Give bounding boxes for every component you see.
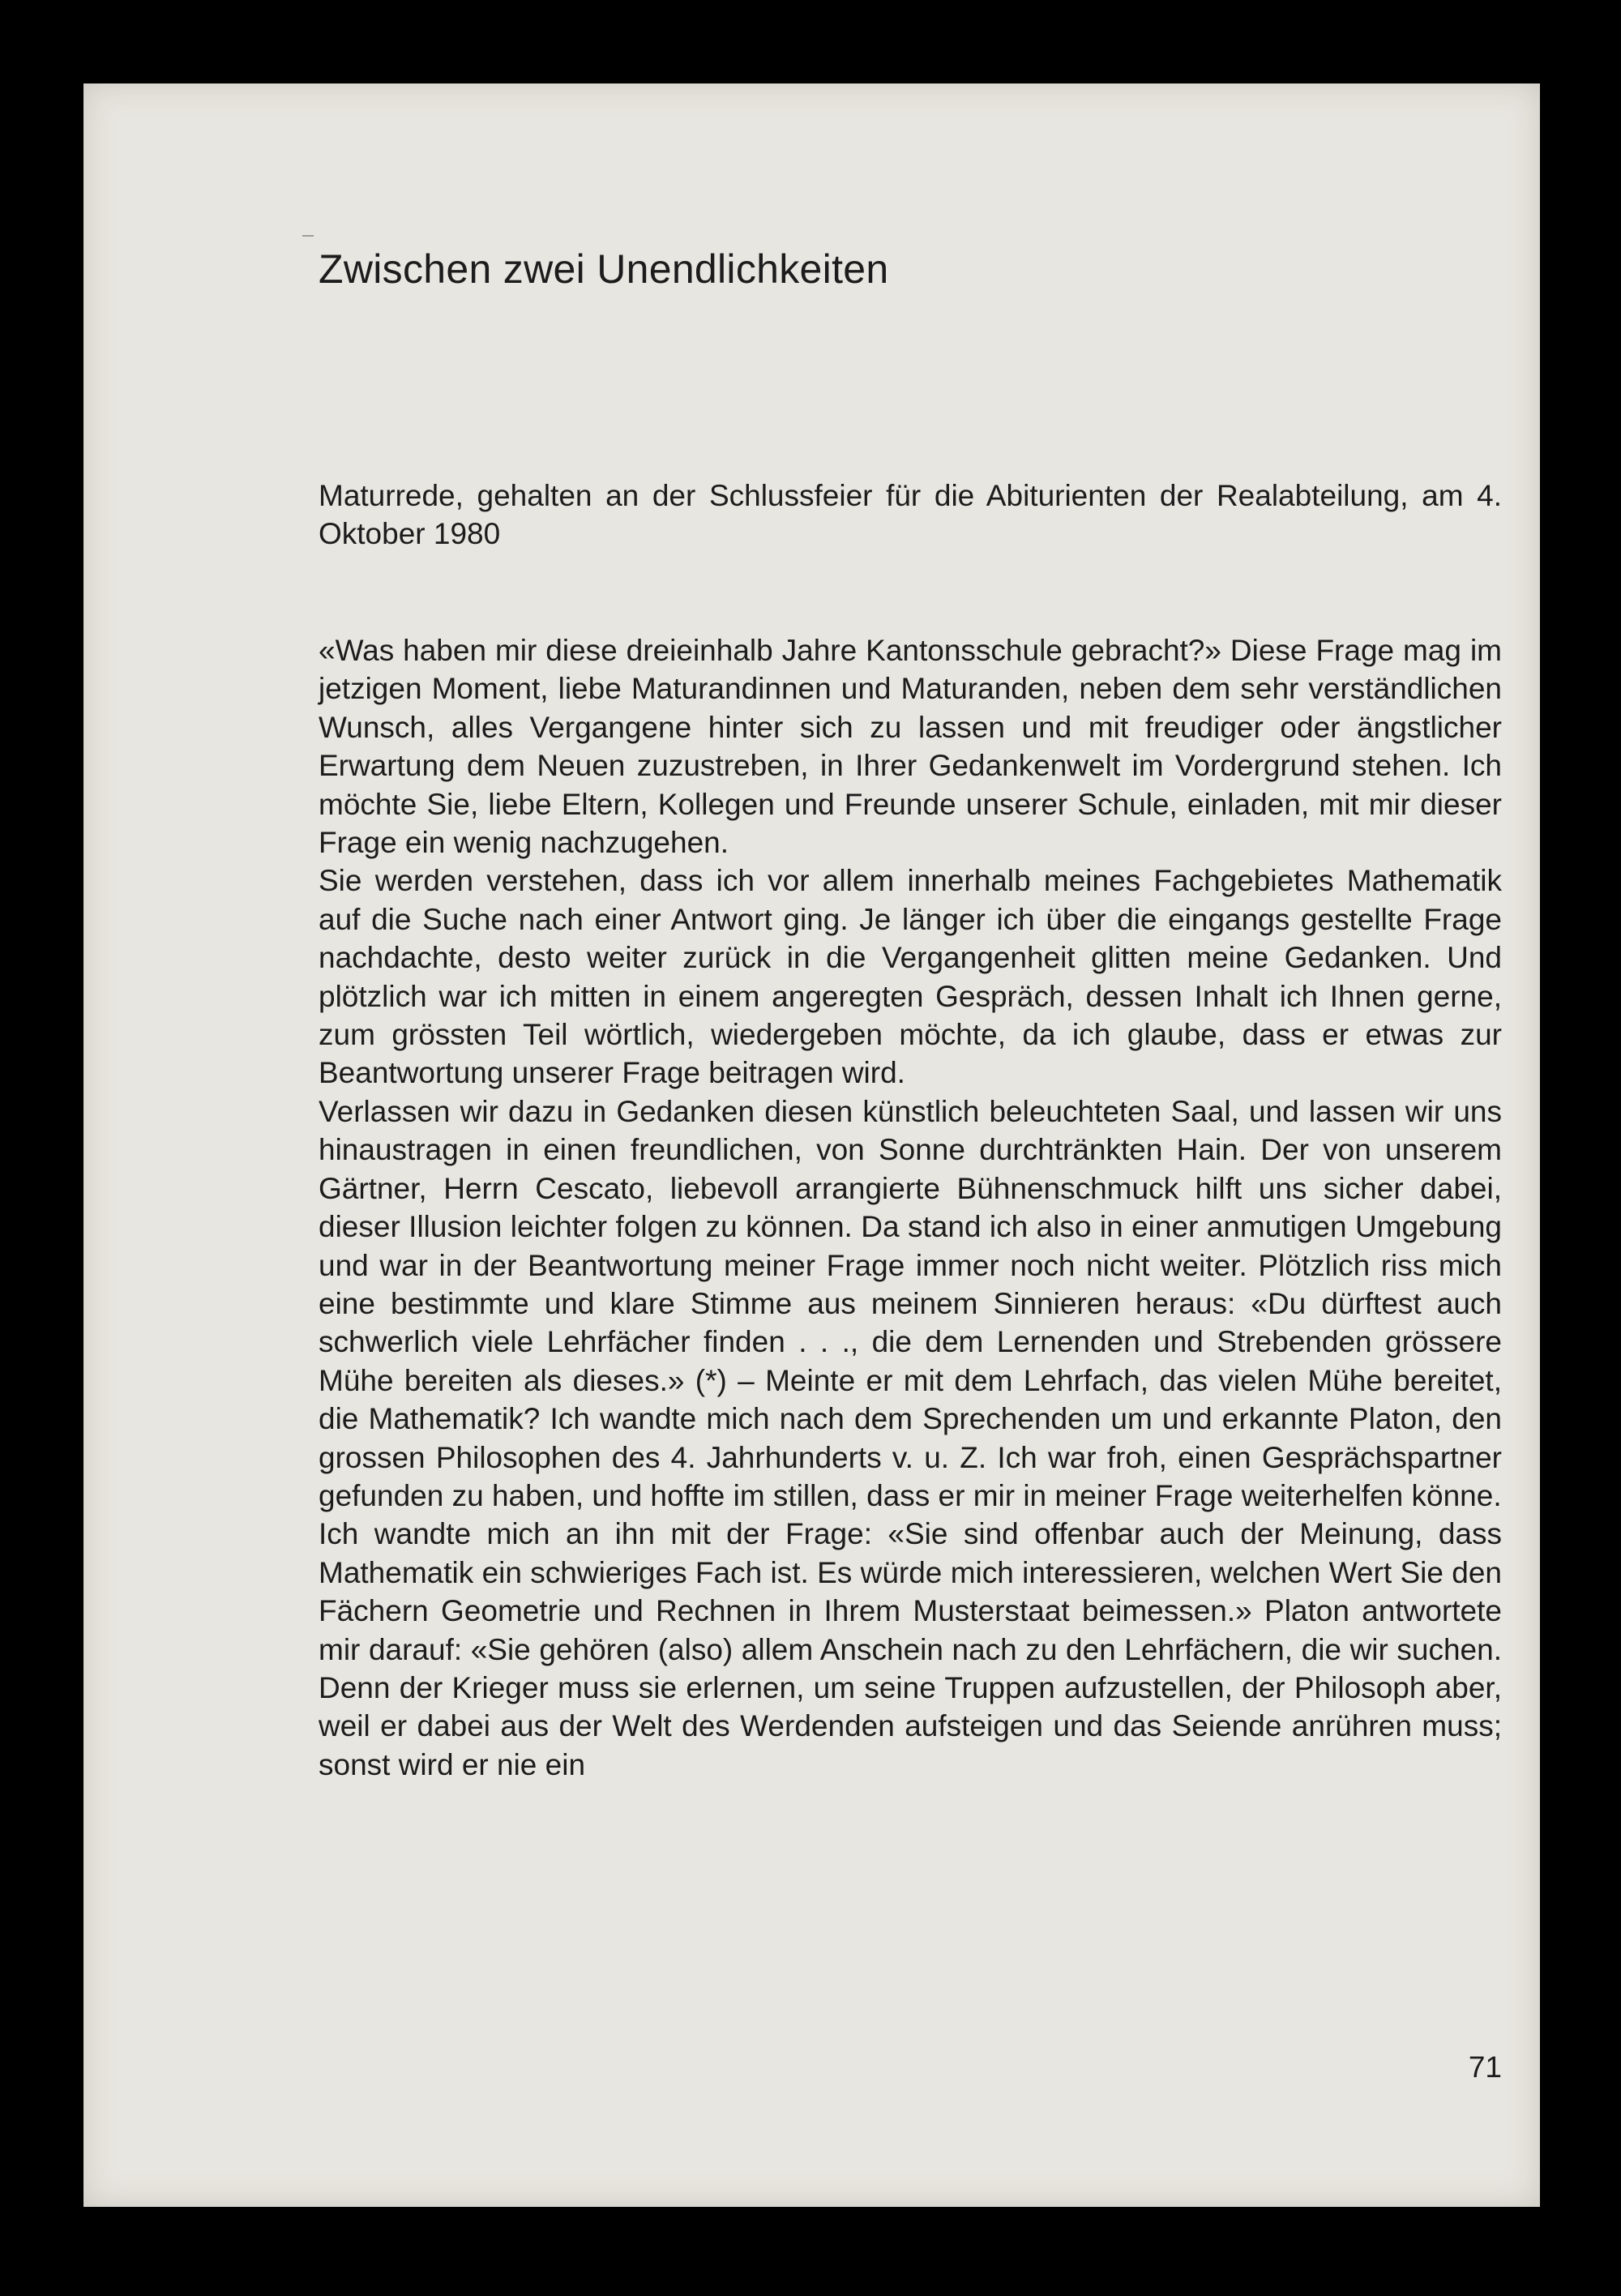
page-title: Zwischen zwei Unendlichkeiten bbox=[319, 246, 889, 292]
page-number: 71 bbox=[1468, 2050, 1502, 2084]
paragraph: Sie werden verstehen, dass ich vor allem innerhalb meines Fachgebietes Mathematik auf die Suche nach einer Antwort ging. Je länger ich über die eingangs gestellte Frage nachdachte, desto weiter zurück in die Vergangenheit glitten meine Gedanken. Und plötzlich war ich mitten in einem angeregten Gespräch, dessen Inhalt ich Ihnen gerne, zum grössten Teil wörtlich, wiedergeben möchte, da ich glaube, dass er etwas zur Beantwortung unserer Frage beitragen wird. bbox=[319, 864, 1502, 1090]
scan-mark bbox=[302, 235, 314, 237]
paragraph: Verlassen wir dazu in Gedanken diesen künstlich beleuchteten Saal, und lassen wir uns hinaustragen in einen freundlichen, von Sonne durchtränkten Hain. Der von unserem Gärtner, Herrn Cescato, liebevoll arrangierte Bühnenschmuck hilft uns sicher dabei, dieser Illusion leichter folgen zu können. Da stand ich also in einer anmutigen Umgebung und war in der Beantwortung meiner Frage immer noch nicht weiter. Plötzlich riss mich eine bestimmte und klare Stimme aus meinem Sinnieren heraus: «Du dürftest auch schwerlich viele Lehrfächer finden . . ., die dem Lernenden und Strebenden grössere Mühe bereiten als dieses.» (*) – Meinte er mit dem Lehrfach, das vielen Mühe bereitet, die Mathematik? Ich wandte mich nach dem Sprechenden um und erkannte Platon, den grossen Philosophen des 4. Jahrhunderts v. u. Z. Ich war froh, einen Gesprächspartner gefunden zu haben, und hoffte im stillen, dass er mir in meiner Frage weiterhelfen könne. bbox=[319, 1094, 1502, 1512]
body-text bbox=[319, 631, 1502, 1784]
subtitle-block bbox=[319, 477, 1502, 554]
paragraph: Ich wandte mich an ihn mit der Frage: «Sie sind offenbar auch der Meinung, dass Mathematik ein schwieriges Fach ist. Es würde mich interessieren, welchen Wert Sie den Fächern Geometrie und Rechnen in Ihrem Musterstaat beimessen.» Platon antwortete mir darauf: «Sie gehören (also) allem Anschein nach zu den Lehrfächern, die wir suchen. Denn der Krieger muss sie erlernen, um seine Truppen aufzustellen, der Philosoph aber, weil er dabei aus der Welt des Werdenden aufsteigen und das Seiende anrühren muss; sonst wird er nie ein bbox=[319, 1517, 1502, 1781]
paragraph: «Was haben mir diese dreieinhalb Jahre Kantonsschule gebracht?» Diese Frage mag im jetzigen Moment, liebe Maturandinnen und Maturanden, neben dem sehr verständlichen Wunsch, alles Vergangene hinter sich zu lassen und mit freudiger oder ängstlicher Erwartung dem Neuen zuzustreben, in Ihrer Gedankenwelt im Vordergrund stehen. Ich möchte Sie, liebe Eltern, Kollegen und Freunde unserer Schule, einladen, mit mir dieser Frage ein wenig nachzugehen. bbox=[319, 634, 1502, 860]
subtitle-text: Maturrede, gehalten an der Schlussfeier für die Abiturienten der Realabteilung, am 4. Oktober 1980 bbox=[319, 479, 1502, 551]
book-page bbox=[83, 83, 1540, 2207]
